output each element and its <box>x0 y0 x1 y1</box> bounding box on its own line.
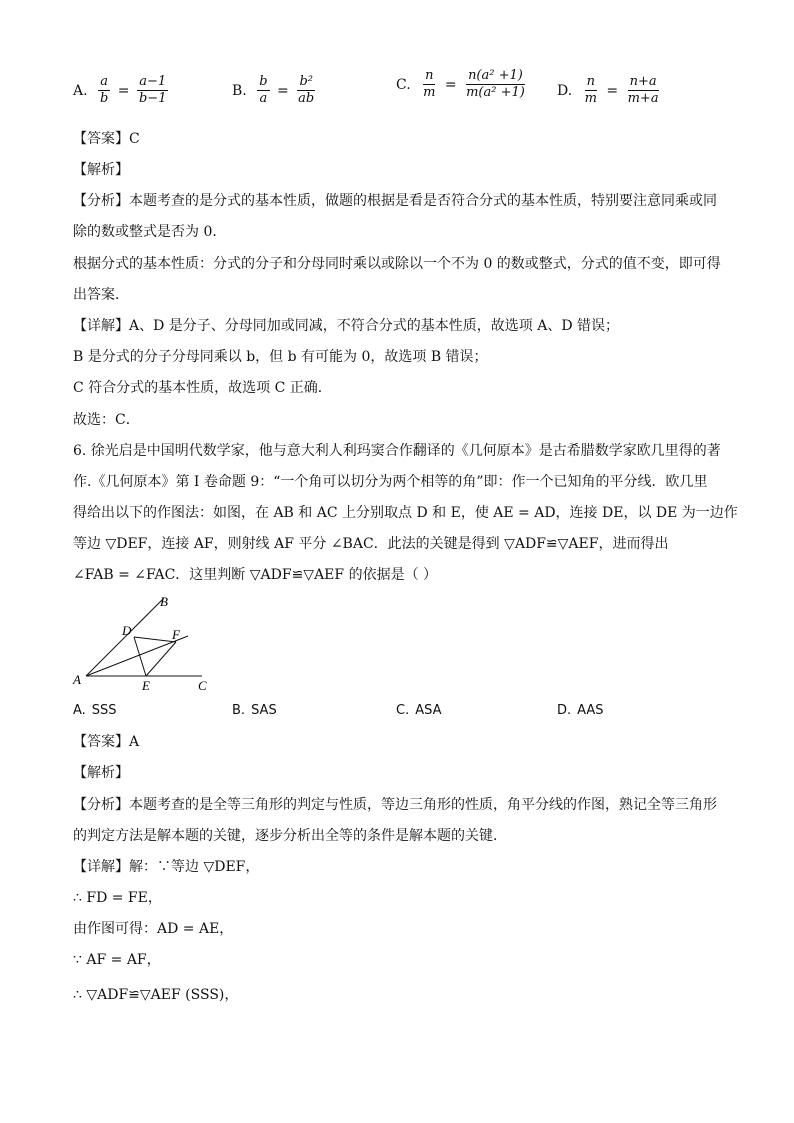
fraction <box>626 74 661 107</box>
label-f: F <box>172 627 180 642</box>
q5-option-b <box>232 74 316 107</box>
q5-option-d <box>557 74 661 107</box>
fraction <box>98 74 110 107</box>
equals-sign: = <box>276 82 289 99</box>
option-text: SSS <box>91 703 117 718</box>
q5-detail-line-2: B 是分式的分子分母同乘以 b，但 b 有可能为 0，故选项 B 错误； <box>73 349 488 365</box>
q5-jiexi-heading: 【解析】 <box>73 162 129 178</box>
label-b: B <box>160 594 168 609</box>
label-e: E <box>142 678 150 693</box>
q6-detail-line-3: 由作图可得：AD = AE， <box>73 921 234 937</box>
q5-detail-line-1: 【详解】A、D 是分子、分母同加或同减，不符合分式的基本性质，故选项 A、D 错误； <box>73 318 620 334</box>
option-label: B. <box>232 703 246 718</box>
denominator: m <box>584 91 597 106</box>
q6-option-a <box>73 703 117 718</box>
q6-detail-line-5: ∴ ▽ADF≌▽AEF (SSS)， <box>73 987 239 1003</box>
geometry-figure <box>70 590 220 695</box>
q6-stem-line-4: 等边 ▽DEF，连接 AF，则射线 AF 平分 ∠BAC．此法的关键是得到 ▽ADF≌▽AEF，进而得出 <box>73 536 669 552</box>
option-label: D. <box>557 703 572 718</box>
option-label: D. <box>557 82 573 99</box>
q6-option-c <box>396 703 442 718</box>
q6-jiexi-heading: 【解析】 <box>73 765 129 781</box>
equals-sign: = <box>117 82 130 99</box>
q6-option-b <box>232 703 277 718</box>
numerator: a <box>100 74 109 89</box>
option-label: A. <box>73 82 88 99</box>
q5-analysis-line-4: 出答案． <box>73 287 129 303</box>
q5-answer: 【答案】C <box>73 131 140 147</box>
numerator: b <box>259 74 268 89</box>
numerator: a−1 <box>139 74 167 89</box>
option-text: SAS <box>251 703 277 718</box>
q5-option-a <box>73 74 168 107</box>
label-d: D <box>122 623 132 638</box>
fraction <box>296 74 316 107</box>
q5-detail-line-3: C 符合分式的基本性质，故选项 C 正确． <box>73 380 332 396</box>
fraction <box>583 74 599 107</box>
label-c: C <box>198 678 207 693</box>
q5-option-c <box>396 68 527 101</box>
q5-analysis-line-2: 除的数或整式是否为 0． <box>73 224 227 240</box>
denominator: m <box>423 85 436 100</box>
option-label: C. <box>396 703 410 718</box>
q6-stem-line-2: 作.《几何原本》第 I 卷命题 9：“一个角可以切分为两个相等的角”即：作一个已知角的平分线．欧几里 <box>73 474 708 490</box>
numerator: n <box>425 68 434 83</box>
label-a: A <box>73 672 81 687</box>
fraction <box>421 68 437 101</box>
segment-df <box>134 637 176 642</box>
denominator: a <box>259 91 268 106</box>
q6-stem-line-3: 得给出以下的作图法：如图，在 AB 和 AC 上分别取点 D 和 E，使 AE = AD，连接 DE，以 DE 为一边作 <box>73 505 738 521</box>
option-label: C. <box>396 76 411 93</box>
denominator: b <box>100 91 109 106</box>
q6-answer: 【答案】A <box>73 734 140 750</box>
numerator: n+a <box>629 74 657 89</box>
option-text: AAS <box>577 703 604 718</box>
denominator: m+a <box>627 91 659 106</box>
fraction <box>137 74 169 107</box>
option-text: ASA <box>415 703 442 718</box>
q5-analysis-line-3: 根据分式的基本性质：分式的分子和分母同时乘以或除以一个不为 0 的数或整式，分式的值不变，即可得 <box>73 256 721 272</box>
numerator: n(a² +1) <box>468 68 523 83</box>
denominator: ab <box>298 91 315 106</box>
q6-detail-line-2: ∴ FD = FE， <box>73 890 162 906</box>
denominator: m(a² +1) <box>466 85 525 100</box>
fraction <box>464 68 527 101</box>
q6-detail-line-1: 【详解】解：∵等边 ▽DEF， <box>73 859 260 875</box>
q6-stem-line-5: ∠FAB = ∠FAC．这里判断 ▽ADF≌▽AEF 的依据是（ ） <box>73 567 438 583</box>
numerator: n <box>586 74 595 89</box>
option-label: B. <box>232 82 247 99</box>
equals-sign: = <box>444 76 457 93</box>
q5-analysis-line-1: 【分析】本题考查的是分式的基本性质，做题的根据是看是否符合分式的基本性质，特别要注意同乘或同 <box>73 193 717 209</box>
option-label: A. <box>73 703 86 718</box>
q6-option-d <box>557 703 604 718</box>
equals-sign: = <box>606 82 619 99</box>
q6-analysis-line-1: 【分析】本题考查的是全等三角形的判定与性质，等边三角形的性质，角平分线的作图，熟记全等三角形 <box>73 797 717 813</box>
q6-analysis-line-2: 的判定方法是解本题的关键，逐步分析出全等的条件是解本题的关键． <box>73 828 507 844</box>
fraction <box>257 74 269 107</box>
numerator: b² <box>299 74 313 89</box>
denominator: b−1 <box>138 91 167 106</box>
q5-detail-line-4: 故选：C． <box>73 412 140 428</box>
q6-detail-line-4: ∵ AF = AF， <box>73 952 161 968</box>
q6-stem-line-1: 6. 徐光启是中国明代数学家，他与意大利人利玛窦合作翻译的《几何原本》是古希腊数学家欧几里得的著 <box>73 443 721 459</box>
